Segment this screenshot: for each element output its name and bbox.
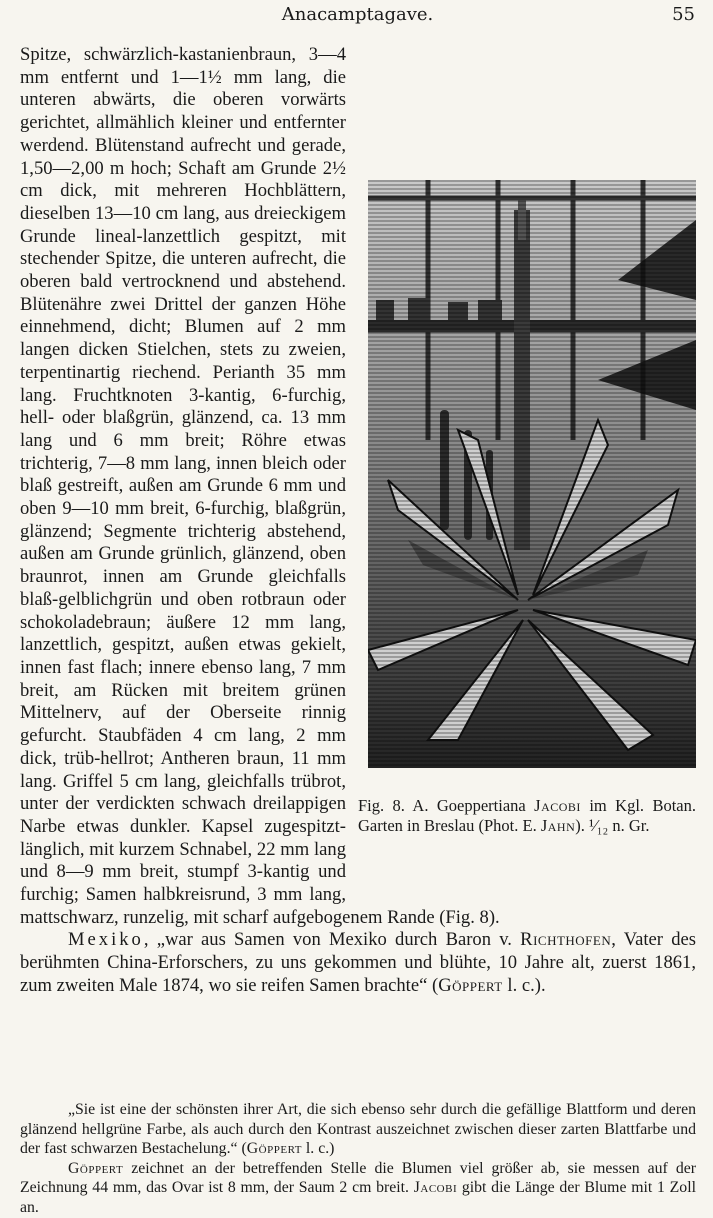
agave-photo-illustration <box>368 180 696 768</box>
note-text: gibt die Länge der Blume mit 1 Zoll an. <box>20 1179 696 1216</box>
caption-text: Fig. 8. A. Goeppertiana <box>358 796 535 815</box>
caption-author: Jacobi <box>534 796 581 815</box>
quote-author: Göppert <box>246 1140 302 1158</box>
quote-ref: l. c.) <box>301 1140 335 1158</box>
main-text <box>20 44 696 998</box>
provenance-text: , „war aus Samen von Mexiko durch Baron v. <box>143 929 521 951</box>
plant-photograph <box>368 180 696 768</box>
caption-text: im Kgl. Botan. Garten in Breslau (Phot. E. <box>358 796 697 835</box>
page-number: 55 <box>672 4 695 25</box>
figure-8 <box>358 168 696 903</box>
quote-paragraph <box>20 1100 696 1159</box>
person-name: Richthofen <box>520 929 612 951</box>
note-text: zeichnet an der betreffenden Stelle die Blumen viel größer ab, sie messen auf der Zeichnung 44 mm, das Ovar ist 8 mm, der Saum 2 cm breit. <box>20 1159 696 1197</box>
running-title: Anacamptagave. <box>281 4 434 25</box>
quote-text: „Sie ist eine der schönsten ihrer Art, die sich ebenso sehr durch die gefällige Blattform und deren glänzend hellgrüne Farbe, als auch durch den Kontrast auszeichnet zwischen dieser zarten Blattfarbe und der fast schwarzen Bestachelung.“ ( <box>20 1101 696 1158</box>
person-name: Göppert <box>438 974 503 996</box>
page-header <box>20 4 695 28</box>
person-name: Göppert <box>68 1159 124 1177</box>
note-paragraph <box>20 1159 696 1218</box>
description-paragraph: Spitze, schwärzlich-kastanienbraun, 3—4 mm entfernt und 1—1½ mm lang, die unteren abwärts, die oberen vorwärts gerichtet, allmählich kleiner und entfernter werdend. Blütenstand aufrecht und gerade, 1,50—2,00 m hoch; Schaft am Grunde 2½ cm dick, mit mehreren Hochblättern, dieselben 13—10 cm lang, aus dreieckigem Grunde lineal-lanzettlich gespitzt, mit stechender Spitze, die unteren aufrecht, die oberen bald vertrocknend und abstehend. Blütenähre zwei Drittel der ganzen Höhe einnehmend, dicht; Blumen auf 2 mm langen dicken Stielchen, stets zu zweien, terpentinartig riechend. Perianth 35 mm lang. Fruchtknoten 3-kantig, 6-furchig, hell- oder blaßgrün, glänzend, ca. 13 mm lang und 6 mm breit; Röhre etwas trichterig, 7—8 mm lang, innen bleich oder blaß gestreift, außen am Grunde 6 mm und oben 9—10 mm breit, 6-furchig, blaßgrün, glänzend; Segmente trichterig abstehend, außen am Grunde grünlich, glänzend, oben braunrot, innen am Grunde gleichfalls blaß-gelblichgrün und oben rotbraun oder schokoladebraun; äußere 12 mm lang, lanzettlich, gespitzt, außen etwas gekielt, innen fast flach; innere ebenso lang, 7 mm breit, am Rücken mit breitem grünen Mittelnerv, auf der Oberseite rinnig gefurcht. Staubfäden 4 cm lang, 2 mm dick, trüb-hellrot; Antheren braun, 11 mm lang. Griffel 5 cm lang, gleichfalls trübrot, unter der verdickten schwach dreilappigen Narbe etwas dunkler. Kapsel zugespitzt-länglich, mit kurzem Schnabel, 22 mm lang und 8—9 mm breit, stumpf 3-kantig und furchig; Samen halbkreisrund, 3 mm lang, mattschwarz, runzelig, mit scharf aufgebogenem Rande (Fig. 8). <box>20 44 500 928</box>
provenance-paragraph <box>20 929 696 997</box>
provenance-text: l. c.). <box>502 974 546 996</box>
place-name: Mexiko <box>68 929 144 951</box>
figure-caption <box>358 796 696 835</box>
provenance-text: , Vater des berühmten China-Erforschers, zu uns gekommen und blühte, 10 Jahre alt, zuerst 1861, zum zweiten Male 1874, wo sie reifen Samen brachte“ ( <box>20 929 697 996</box>
quotation-block <box>20 1100 696 1218</box>
person-name: Jacobi <box>413 1179 458 1197</box>
caption-text: ). ¹⁄₁₂ n. Gr. <box>575 815 650 835</box>
caption-photographer: Jahn <box>540 815 576 835</box>
